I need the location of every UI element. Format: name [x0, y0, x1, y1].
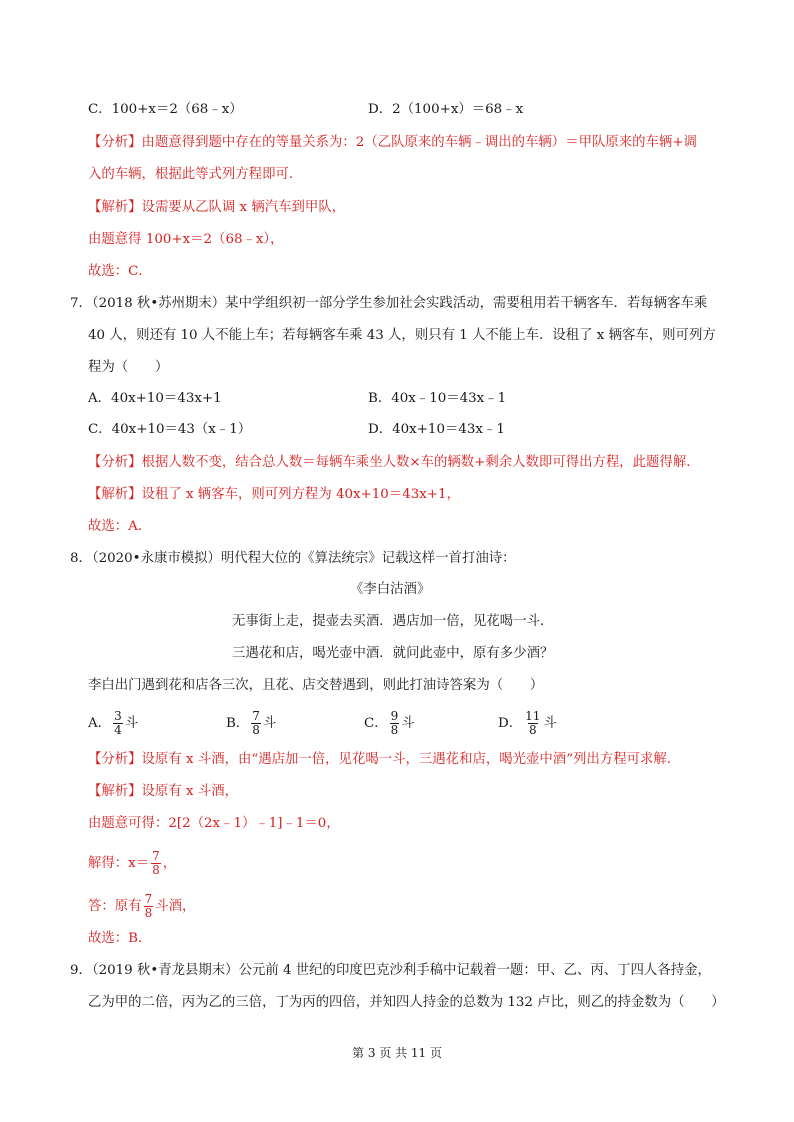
- q9-stem-line1: 9．（2019 秋•青龙县期末）公元前 4 世纪的印度巴克沙利手稿中记载着一题：甲、乙、丙、丁四人各持金，: [70, 963, 711, 978]
- q8-option-a: [88, 710, 138, 737]
- q8-reply-fraction: [144, 893, 154, 920]
- q8-reply-post: 斗酒，: [155, 899, 196, 914]
- fraction-numerator: 11: [525, 709, 541, 723]
- unit-label: 斗: [543, 716, 557, 731]
- q8-option-d-label: D．: [498, 716, 523, 731]
- fraction-numerator: 7: [144, 892, 153, 906]
- q6-answer: 故选：C．: [88, 264, 152, 279]
- fraction-denominator: 8: [252, 723, 260, 737]
- q8-stem-line2: 李白出门遇到花和店各三次，且花、店交替遇到，则此打油诗答案为（ ）: [88, 678, 544, 693]
- q8-poem-line2: 三遇花和店，喝光壶中酒．就问此壶中，原有多少酒？: [232, 646, 554, 661]
- q9-stem-line2: 乙为甲的二倍，丙为乙的三倍，丁为丙的四倍，并知四人持金的总数为 132 卢比，则乙的持金数为（ ）: [88, 995, 725, 1010]
- unit-label: 斗: [401, 716, 415, 731]
- q8-answer: 故选：B．: [88, 931, 152, 946]
- unit-label: 斗: [124, 716, 139, 731]
- q6-solution-line2: 由题意得 100+x＝2（68﹣x），: [88, 232, 284, 247]
- q6-option-d: D．2（100+x）＝68﹣x: [368, 102, 524, 117]
- q8-reply-pre: 答：原有: [88, 899, 142, 914]
- q6-solution-line1: 【解析】设需要从乙队调 x 辆汽车到甲队，: [88, 200, 346, 215]
- fraction-numerator: 3: [114, 709, 122, 723]
- q8-option-d-fraction: [524, 710, 541, 737]
- q7-option-c: C．40x+10＝43（x﹣1）: [88, 422, 252, 437]
- fraction-numerator: 9: [390, 709, 399, 723]
- q7-solution: 【解析】设租了 x 辆客车，则可列方程为 40x+10＝43x+1，: [88, 487, 460, 502]
- fraction-denominator: 4: [114, 723, 122, 737]
- q8-solve-label: 解得：x＝: [88, 856, 150, 871]
- q8-solve-fraction: [151, 850, 161, 877]
- fraction-numerator: 7: [252, 709, 260, 723]
- q8-solve-line: [88, 850, 176, 877]
- q7-option-d: D．40x+10＝43x﹣1: [368, 422, 505, 437]
- q7-analysis: 【分析】根据人数不变，结合总人数＝每辆车乘坐人数×车的辆数+剩余人数即可得出方程，此题得解．: [88, 455, 700, 470]
- q7-option-b: B．40x﹣10＝43x﹣1: [368, 391, 507, 406]
- unit-label: 斗: [262, 716, 277, 731]
- fraction-denominator: 8: [152, 863, 160, 877]
- q6-analysis-line1: 【分析】由题意得到题中存在的等量关系为：2（乙队原来的车辆﹣调出的车辆）＝甲队原来的车辆+调: [88, 135, 697, 150]
- q8-option-d: [498, 710, 557, 737]
- fraction-denominator: 8: [390, 723, 399, 737]
- q8-option-c-label: C．: [364, 716, 388, 731]
- q7-stem-line3: 程为（ ）: [88, 360, 169, 375]
- q8-stem-line1: 8．（2020•永康市模拟）明代程大位的《算法统宗》记载这样一首打油诗：: [70, 551, 516, 566]
- page-footer: 第 3 页 共 11 页: [352, 1046, 442, 1060]
- q8-option-b: [226, 710, 276, 737]
- q8-option-a-fraction: [113, 710, 123, 737]
- q8-option-b-fraction: [251, 710, 261, 737]
- q8-option-c-fraction: [390, 710, 400, 737]
- q7-stem-line1: 7．（2018 秋•苏州期末）某中学组织初一部分学生参加社会实践活动，需要租用若干辆客车．若每辆客车乘: [70, 296, 708, 311]
- q8-analysis: 【分析】设原有 x 斗酒，由“遇店加一倍，见花喝一斗，三遇花和店，喝光壶中酒”列出方程可求解．: [88, 752, 681, 767]
- fraction-denominator: 8: [528, 723, 537, 737]
- q8-solve-end: ，: [162, 856, 177, 871]
- fraction-numerator: 7: [152, 849, 160, 863]
- q8-solution-line2: 由题意可得：2[2（2x﹣1）﹣1]﹣1＝0，: [88, 816, 340, 831]
- q6-option-c: C．100+x＝2（68﹣x）: [88, 102, 243, 117]
- q6-analysis-line2: 入的车辆，根据此等式列方程即可．: [88, 167, 303, 182]
- q8-poem-title: 《李白沽酒》: [350, 582, 431, 597]
- q7-option-a: A．40x+10＝43x+1: [88, 391, 222, 406]
- q8-option-a-label: A．: [88, 716, 112, 731]
- q8-option-b-label: B．: [226, 716, 250, 731]
- q8-reply-line: [88, 893, 195, 920]
- q7-answer: 故选：A．: [88, 519, 152, 534]
- fraction-denominator: 8: [144, 906, 153, 920]
- q8-poem-line1: 无事街上走，提壶去买酒．遇店加一倍，见花喝一斗．: [232, 614, 554, 629]
- q8-option-c: [364, 710, 415, 737]
- q8-solution-line1: 【解析】设原有 x 斗酒，: [88, 784, 238, 799]
- q7-stem-line2: 40 人，则还有 10 人不能上车；若每辆客车乘 43 人，则只有 1 人不能上车．设租了 x 辆客车，则可列方: [88, 328, 716, 343]
